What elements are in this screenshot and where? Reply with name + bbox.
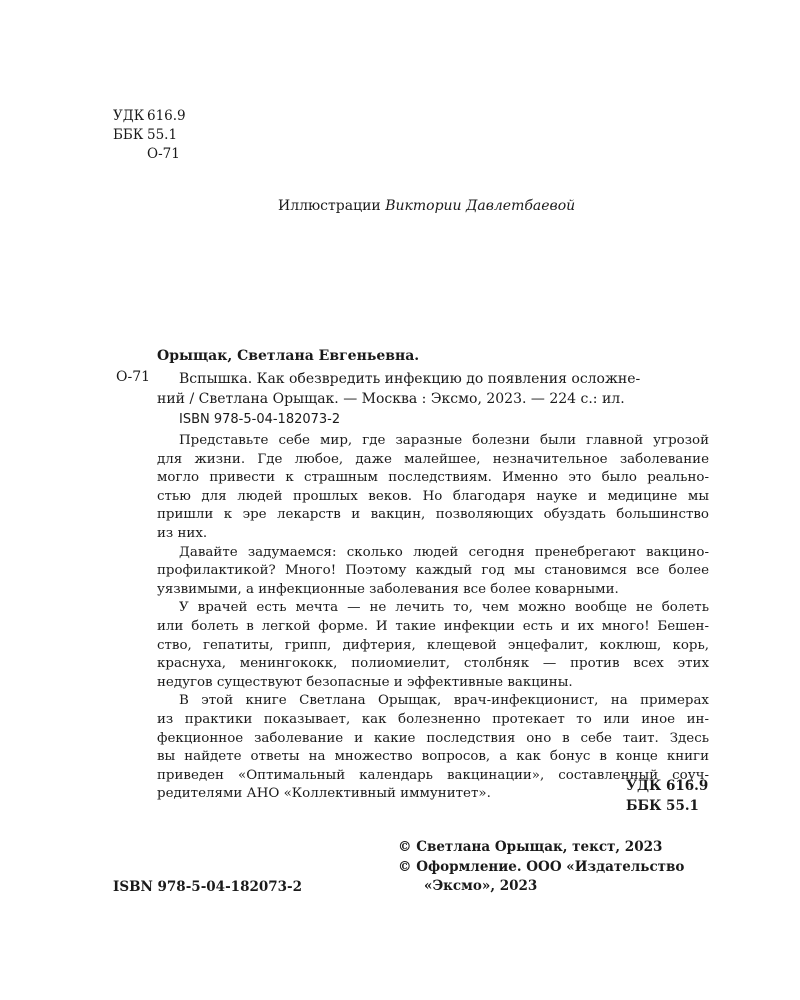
bbk-label: ББК	[113, 127, 144, 143]
annotation-line: из них.	[157, 525, 208, 541]
annotation-line: приведен «Оптимальный календарь вакцинации», составленный соуч-	[157, 767, 709, 783]
annotation	[157, 432, 709, 804]
udk-label: УДК	[113, 108, 145, 124]
bbk-value: 55.1	[147, 127, 178, 143]
udk-value: 616.9	[147, 108, 186, 124]
bibliographic-description	[157, 369, 709, 409]
annotation-line: фекционное заболевание и какие последствия оно в себе таит. Здесь	[157, 730, 709, 746]
annotation-line: ство, гепатиты, грипп, дифтерия, клещевой энцефалит, коклюш, корь,	[157, 637, 709, 653]
bbk-row	[113, 126, 186, 145]
annotation-line: для жизни. Где любое, даже малейшее, незначительное заболевание	[157, 451, 709, 467]
annotation-line: стью для людей прошлых веков. Но благодаря науке и медицине мы	[157, 488, 709, 504]
annotation-line: или болеть в легкой форме. И такие инфекции есть и их много! Бешен-	[157, 618, 709, 634]
classification-bottom	[626, 776, 708, 816]
copyright-block	[398, 838, 684, 897]
classification-top	[113, 107, 186, 164]
udk-bottom: УДК 616.9	[626, 778, 709, 794]
isbn-bottom: ISBN 978-5-04-182073-2	[113, 879, 303, 895]
annotation-line: недугов существуют безопасные и эффективные вакцины.	[157, 674, 573, 690]
annotation-line: пришли к эре лекарств и вакцин, позволяющих обуздать большинство	[157, 507, 709, 523]
annotation-line: редителями АНО «Коллективный иммунитет».	[157, 786, 491, 802]
illustrator-name: Виктории Давлетбаевой	[385, 198, 576, 214]
copyright-design-cont: «Эксмо», 2023	[424, 878, 538, 894]
cutter-code-top: О-71	[147, 146, 180, 162]
bbk-bottom: ББК 55.1	[626, 798, 699, 814]
annotation-line: из практики показывает, как болезненно протекает то или иное ин-	[157, 711, 709, 727]
annotation-line: вы найдете ответы на множество вопросов, а как бонус в конце книги	[157, 749, 709, 765]
copyright-design: © Оформление. ООО «Издательство	[398, 858, 685, 875]
udk-row	[113, 107, 186, 126]
illustrations-credit	[278, 198, 575, 214]
annotation-line: У врачей есть мечта — не лечить то, чем можно вообще не болеть	[179, 600, 709, 616]
author-heading: Орыщак, Светлана Евгеньевна.	[157, 348, 420, 364]
isbn-in-description: ISBN 978-5-04-182073-2	[179, 412, 341, 427]
annotation-line: уязвимыми, а инфекционные заболевания все более коварными.	[157, 581, 619, 597]
annotation-line: могло привести к страшным последствиям. Именно это было реально-	[157, 470, 709, 486]
illustrations-prefix: Иллюстрации	[278, 198, 381, 214]
cutter-code: О-71	[116, 369, 151, 385]
annotation-line: Давайте задумаемся: сколько людей сегодня пренебрегают вакцино-	[179, 544, 709, 560]
annotation-line: профилактикой? Много! Поэтому каждый год мы становимся все более	[157, 563, 709, 579]
annotation-line: краснуха, менингококк, полиомиелит, столбняк — против всех этих	[157, 656, 709, 672]
description-line-2: ний / Светлана Орыщак. — Москва : Эксмо, 2023. — 224 с.: ил.	[157, 391, 625, 407]
copyright-text: © Светлана Орыщак, текст, 2023	[398, 839, 663, 855]
annotation-line: В этой книге Светлана Орыщак, врач-инфекционист, на примерах	[179, 693, 709, 709]
description-line-1: Вспышка. Как обезвредить инфекцию до появления осложне-	[179, 371, 641, 387]
annotation-line: Представьте себе мир, где заразные болезни были главной угрозой	[179, 433, 709, 448]
